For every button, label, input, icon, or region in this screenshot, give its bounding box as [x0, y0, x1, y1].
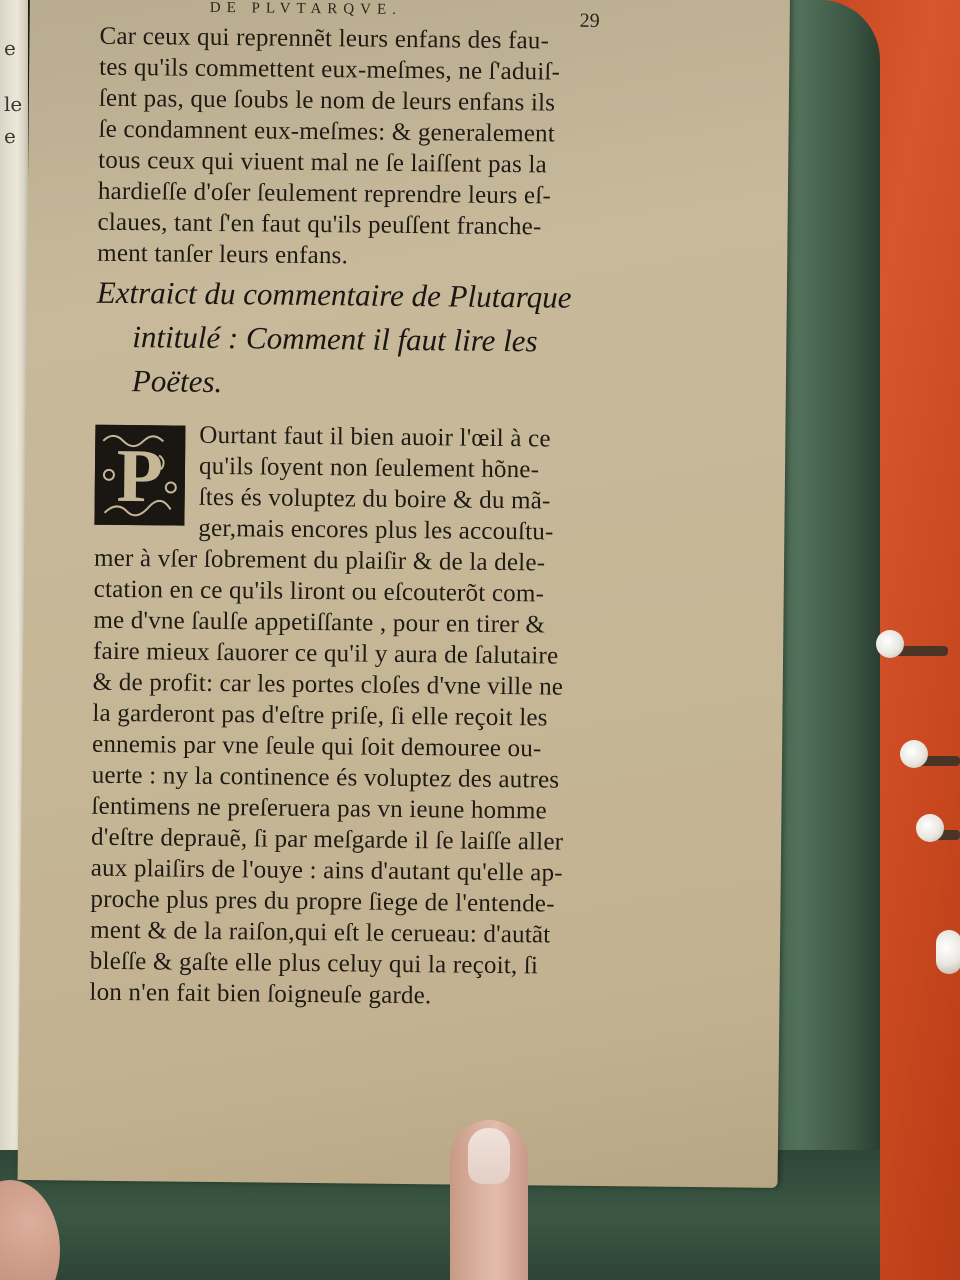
- text-line: ſe condamnent eux-meſmes: & generalement: [98, 115, 556, 148]
- heading-line: Poëtes.: [131, 363, 223, 400]
- finger-holding-page: [450, 1120, 528, 1280]
- pin-head: [876, 630, 904, 658]
- text-line: Ourtant faut il bien auoir l'œil à ce: [199, 421, 551, 453]
- fingernail: [468, 1128, 510, 1184]
- text-line: hardieſſe d'oſer ſeulement reprendre leurs eſ-: [97, 177, 552, 210]
- book-page: [18, 0, 790, 1188]
- pin-head: [916, 814, 944, 842]
- facing-page-text: e: [4, 36, 16, 60]
- text-line: ment tanſer leurs enfans.: [97, 239, 349, 270]
- page-number: 29: [579, 9, 600, 32]
- text-line: ſentimens ne preſeruera pas vn ieune homme: [91, 792, 548, 825]
- floral-initial-ornament: [96, 427, 183, 524]
- decorated-initial: [94, 425, 185, 526]
- text-line: lon n'en fait bien ſoigneuſe garde.: [89, 978, 432, 1010]
- intro-paragraph: [97, 21, 620, 274]
- text-line: bleſſe & gaſte elle plus celuy qui la reçoit, ſi: [89, 947, 539, 980]
- section-heading: [96, 271, 637, 409]
- text-line: ſent pas, que ſoubs le nom de leurs enfans ils: [98, 84, 556, 117]
- pin-head: [900, 740, 928, 768]
- body-paragraph: [89, 419, 615, 1013]
- facing-page-text: e: [4, 124, 16, 148]
- text-line: proche plus pres du propre ſiege de l'entende-: [90, 885, 555, 918]
- text-line: ennemis par vne ſeule qui ſoit demouree ou-: [91, 730, 542, 763]
- drop-cap-letter: P: [116, 433, 164, 519]
- text-line: claues, tant ſ'en faut qu'ils peuſſent franche-: [97, 208, 542, 241]
- text-line: Car ceux qui reprennẽt leurs enfans des fau-: [99, 22, 550, 55]
- text-line: me d'vne ſaulſe appetiſſante , pour en tirer &: [93, 606, 546, 639]
- heading-line: Extraict du commentaire de Plutarque: [96, 274, 572, 315]
- text-line: qu'ils ſoyent non ſeulement hõne-: [198, 452, 540, 484]
- text-line: aux plaiſirs de l'ouye : ains d'autant qu'elle ap-: [90, 854, 563, 887]
- text-line: ſtes és voluptez du boire & du mã-: [198, 483, 551, 515]
- running-head: DE PLVTARQVE.: [209, 0, 402, 18]
- text-line: uerte : ny la continence és voluptez des autres: [91, 761, 560, 794]
- text-line: tous ceux qui viuent mal ne ſe laiſſent pas la: [98, 146, 548, 179]
- text-line: ger,mais encores plus les accouſtu-: [198, 514, 554, 546]
- text-line: faire mieux ſauorer ce qu'il y aura de ſalutaire: [92, 637, 559, 670]
- heading-line: intitulé : Comment il faut lire les: [132, 319, 538, 359]
- text-line: la garderont pas d'eſtre priſe, ſi elle reçoit les: [92, 699, 548, 732]
- text-line: & de profit: car les portes cloſes d'vne ville ne: [92, 668, 564, 701]
- text-line: d'eſtre deprauẽ, ſi par meſgarde il ſe laiſſe aller: [90, 823, 564, 856]
- text-line: ment & de la raiſon,qui eſt le cerueau: d'autãt: [90, 916, 551, 949]
- facing-page-text: le: [4, 92, 23, 116]
- text-line: tes qu'ils commettent eux-meſmes, ne ſ'aduiſ-: [99, 53, 561, 86]
- text-line: mer à vſer ſobrement du plaiſir & de la dele-: [93, 544, 546, 577]
- text-line: ctation en ce qu'ils liront ou eſcouterõt com-: [93, 575, 545, 608]
- pin-head: [936, 930, 960, 974]
